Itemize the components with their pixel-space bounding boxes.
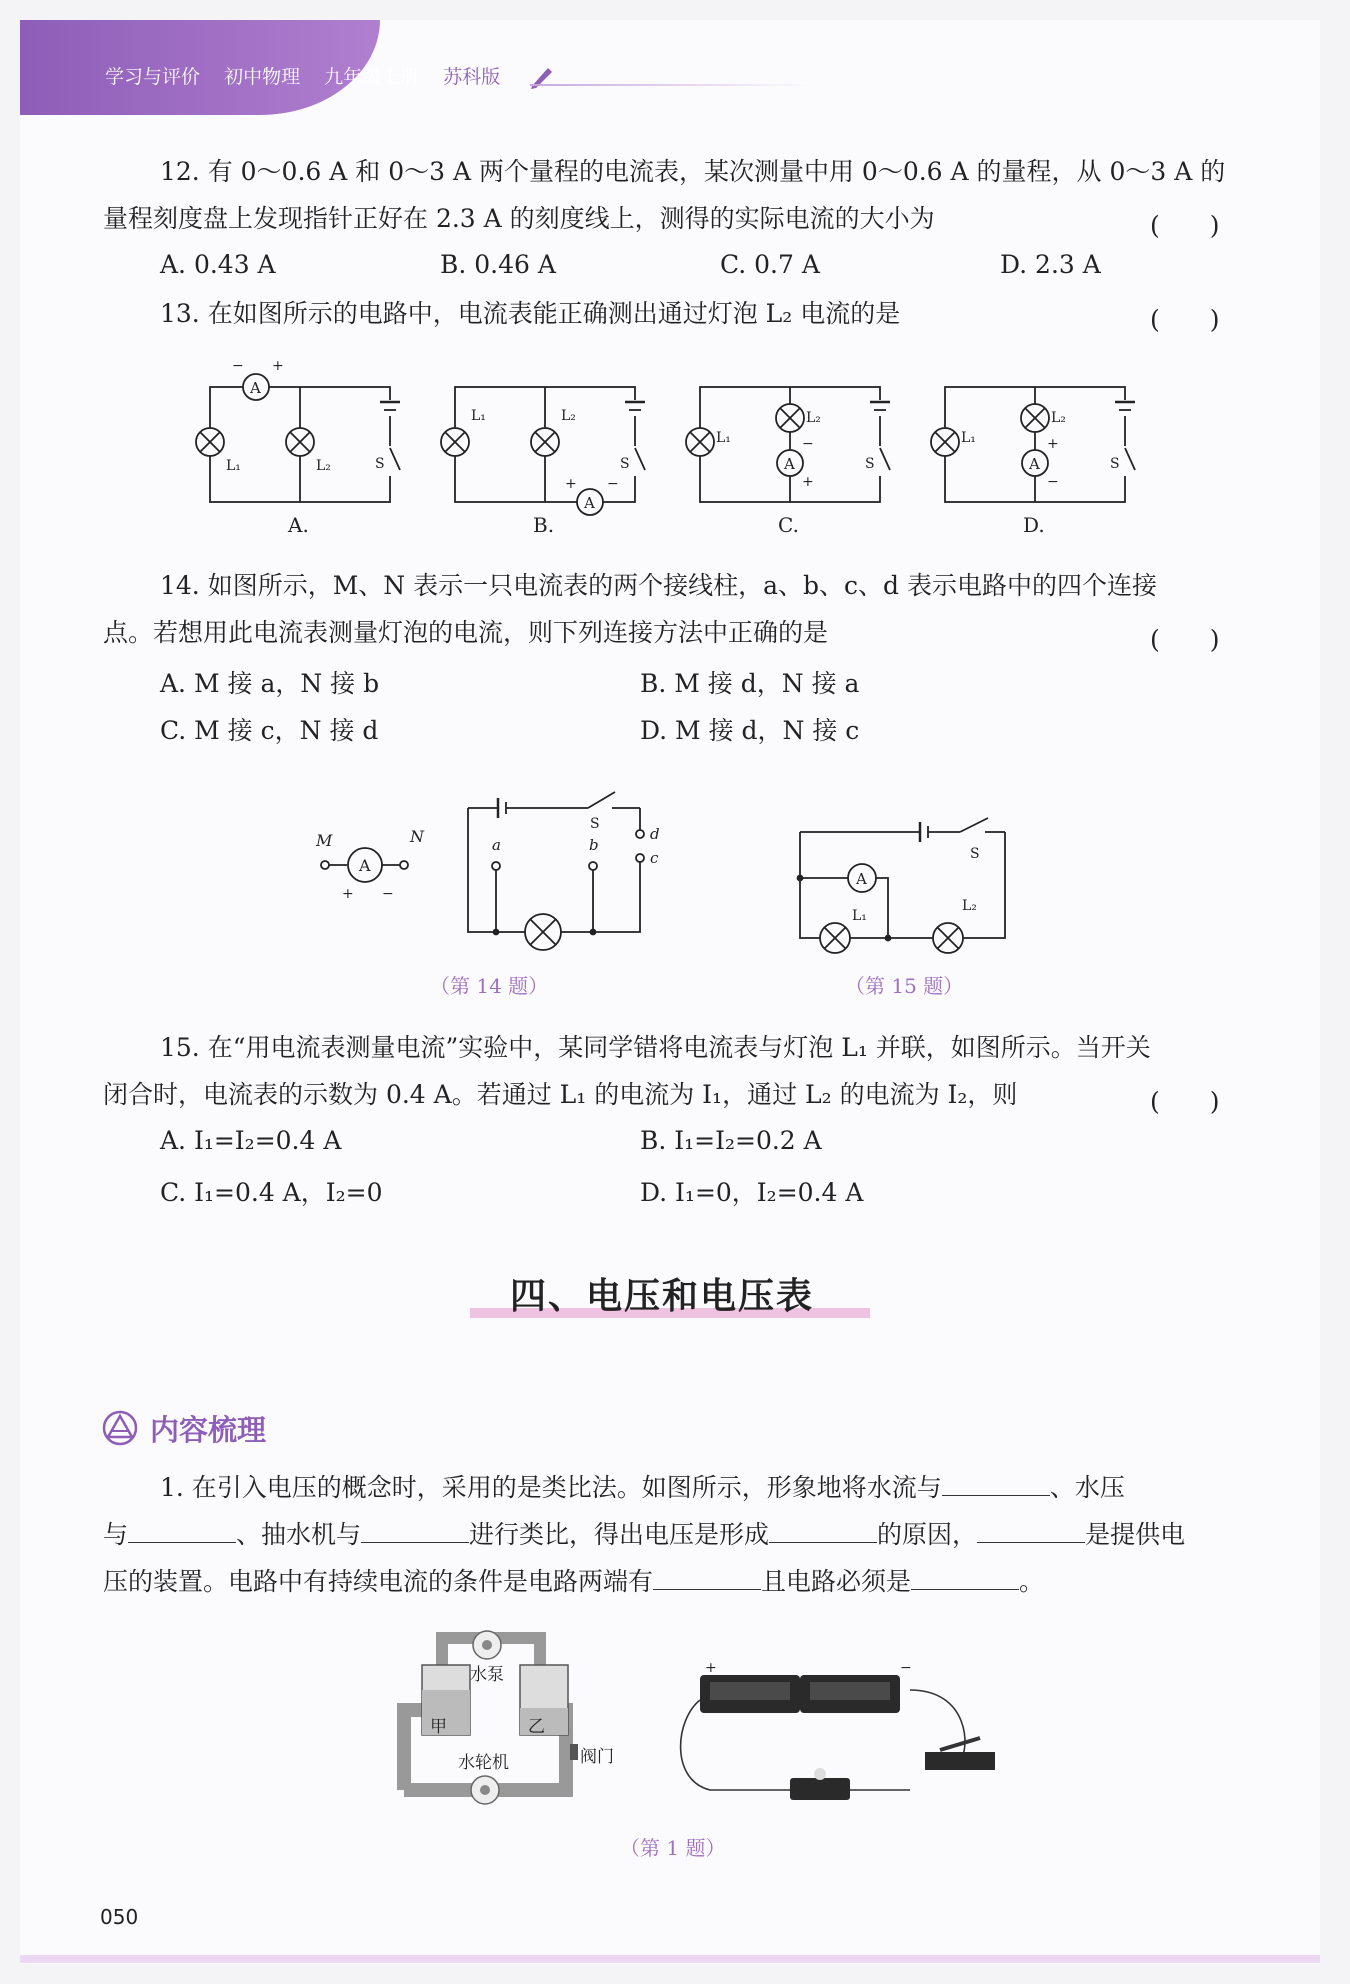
svg-text:S: S (375, 456, 385, 472)
c1-line2: 与 、抽水机与 进行类比，得出电压是形成 的原因， 是提供电 (103, 1520, 1186, 1549)
q13-circuit-d (931, 387, 1137, 502)
q15-option-a: A. I₁=I₂=0.4 A (160, 1126, 342, 1155)
container-yi-label: 乙 (528, 1717, 545, 1737)
q14-line2: 点。若想用此电流表测量灯泡的电流，则下列连接方法中正确的是 (103, 618, 829, 647)
svg-text:A: A (856, 870, 867, 888)
q15-caption: （第 15 题） (845, 974, 964, 998)
q13-option-a-label: A. (288, 513, 309, 537)
page-number: 050 (100, 1905, 139, 1929)
svg-text:c: c (650, 849, 659, 867)
header-level: 初中物理 (224, 66, 301, 88)
q13-circuit-a (196, 358, 402, 502)
svg-text:A: A (359, 856, 371, 875)
blank-5[interactable] (977, 1518, 1085, 1543)
battery-plus-label: + (705, 1660, 717, 1676)
svg-text:L₂: L₂ (316, 458, 331, 474)
svg-text:S: S (590, 816, 600, 832)
q15-line2: 闭合时，电流表的示数为 0.4 A。若通过 L₁ 的电流为 I₁，通过 L₂ 的电流为 I₂，则 (103, 1080, 1018, 1109)
svg-text:L₁: L₁ (716, 430, 731, 446)
container-jia-label: 甲 (430, 1717, 447, 1737)
c1-caption: （第 1 题） (620, 1836, 726, 1860)
svg-text:−: − (232, 358, 244, 374)
svg-text:L₂: L₂ (806, 410, 821, 426)
svg-text:S: S (620, 456, 630, 472)
q15-circuit-figure (780, 800, 1030, 960)
svg-text:−: − (802, 436, 814, 452)
turbine-label: 水轮机 (458, 1753, 509, 1773)
svg-text:d: d (650, 825, 660, 843)
q14-option-d: D. M 接 d，N 接 c (640, 716, 860, 745)
svg-text:b: b (589, 836, 599, 854)
svg-text:L₁: L₁ (471, 408, 486, 424)
svg-text:M: M (316, 831, 333, 850)
triangle-badge-icon (102, 1410, 142, 1446)
blank-1[interactable] (942, 1471, 1050, 1496)
svg-text:A: A (584, 494, 595, 512)
svg-text:L₁: L₁ (852, 908, 867, 924)
q12-option-c: C. 0.7 A (720, 250, 820, 279)
q15-option-c: C. I₁=0.4 A，I₂=0 (160, 1178, 383, 1207)
q13-line1: 13. 在如图所示的电路中，电流表能正确测出通过灯泡 L₂ 电流的是 (160, 299, 901, 328)
blank-7[interactable] (911, 1565, 1019, 1590)
water-analogy-figure (380, 1620, 620, 1810)
svg-text:L₂: L₂ (561, 408, 576, 424)
bottom-decoration-band (20, 1955, 1320, 1963)
svg-text:−: − (1047, 474, 1059, 490)
blank-3[interactable] (361, 1518, 469, 1543)
q12-line1: 12. 有 0～0.6 A 和 0～3 A 两个量程的电流表，某次测量中用 0～0.6 A 的量程，从 0～3 A 的 (160, 157, 1226, 186)
q13-circuit-b (441, 387, 647, 515)
q13-circuit-figures (180, 350, 1160, 550)
svg-text:a: a (492, 836, 501, 854)
svg-text:−: − (607, 476, 619, 492)
q15-line1: 15. 在“用电流表测量电流”实验中，某同学错将电流表与灯泡 L₁ 并联，如图所示。当开关 (160, 1033, 1151, 1062)
svg-text:+: + (1047, 436, 1059, 452)
svg-text:L₂: L₂ (1051, 410, 1066, 426)
svg-text:A: A (784, 455, 795, 473)
c1-line1: 1. 在引入电压的概念时，采用的是类比法。如图所示，形象地将水流与 、水压 (160, 1473, 1125, 1502)
q14-line1: 14. 如图所示，M、N 表示一只电流表的两个接线柱，a、b、c、d 表示电路中的四个连接 (160, 571, 1157, 600)
header-text (105, 62, 518, 89)
svg-text:+: + (565, 476, 577, 492)
q12-option-b: B. 0.46 A (440, 250, 556, 279)
q14-option-a: A. M 接 a，N 接 b (160, 669, 380, 698)
svg-text:+: + (342, 886, 354, 902)
q15-option-b: B. I₁=I₂=0.2 A (640, 1126, 822, 1155)
svg-text:L₁: L₁ (226, 458, 241, 474)
q12-answer-paren: ( ) (1150, 211, 1220, 240)
blank-4[interactable] (769, 1518, 877, 1543)
subheading-content-review: 内容梳理 (150, 1413, 267, 1447)
svg-text:S: S (1110, 456, 1120, 472)
q13-a-ammeter-label: A (250, 379, 261, 397)
q14-answer-paren: ( ) (1150, 625, 1220, 654)
header-edition: 苏科版 (443, 66, 501, 88)
q14-circuit-figure (310, 770, 660, 950)
q12-line2: 量程刻度盘上发现指针正好在 2.3 A 的刻度线上，测得的实际电流的大小为 (103, 204, 935, 233)
blank-2[interactable] (128, 1518, 236, 1543)
q13-option-c-label: C. (778, 513, 799, 537)
section-title: 四、电压和电压表 (510, 1276, 815, 1317)
svg-text:L₂: L₂ (962, 898, 977, 914)
q13-circuit-c (686, 387, 892, 502)
q13-option-b-label: B. (533, 513, 555, 537)
svg-text:+: + (272, 358, 284, 374)
svg-text:+: + (802, 474, 814, 490)
pump-label: 水泵 (470, 1665, 504, 1685)
svg-text:N: N (410, 827, 424, 846)
svg-text:A: A (1029, 455, 1040, 473)
c1-line3: 压的装置。电路中有持续电流的条件是电路两端有 且电路必须是 。 (103, 1567, 1045, 1596)
q14-option-b: B. M 接 d，N 接 a (640, 669, 860, 698)
q15-option-d: D. I₁=0，I₂=0.4 A (640, 1178, 864, 1207)
header-grade: 九年级上册 (324, 66, 420, 88)
blank-6[interactable] (653, 1565, 761, 1590)
header-series: 学习与评价 (105, 66, 201, 88)
battery-minus-label: − (900, 1660, 912, 1676)
q14-caption: （第 14 题） (430, 974, 549, 998)
q12-option-a: A. 0.43 A (160, 250, 276, 279)
q14-option-c: C. M 接 c，N 接 d (160, 716, 379, 745)
q13-option-d-label: D. (1023, 513, 1045, 537)
header-decoration-line (530, 84, 810, 86)
svg-text:−: − (382, 886, 394, 902)
svg-text:S: S (970, 846, 980, 862)
valve-label: 阀门 (580, 1747, 614, 1767)
electric-circuit-photo (670, 1660, 1030, 1820)
q15-answer-paren: ( ) (1150, 1087, 1220, 1116)
svg-text:L₁: L₁ (961, 430, 976, 446)
q12-option-d: D. 2.3 A (1000, 250, 1101, 279)
q13-answer-paren: ( ) (1150, 305, 1220, 334)
svg-text:S: S (865, 456, 875, 472)
